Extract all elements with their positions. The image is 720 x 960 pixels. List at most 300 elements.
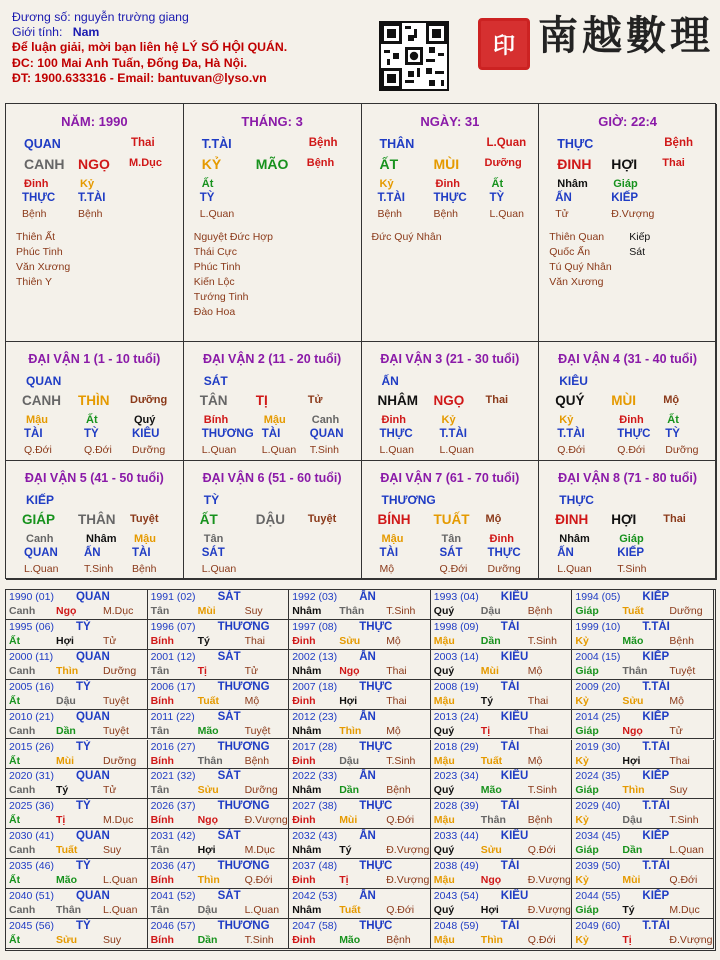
- pillar-cell: [539, 104, 717, 342]
- year-cell: [572, 889, 714, 919]
- year-label: 2020 (31): [9, 770, 54, 783]
- hidden-stem: Đinh: [381, 414, 406, 426]
- year-star: THƯƠNG: [217, 860, 270, 873]
- hidden-stem: Đinh: [435, 178, 460, 190]
- star-name: Phúc Tinh: [16, 246, 63, 258]
- year-cell: [431, 859, 573, 889]
- year-label: 2005 (16): [9, 680, 54, 693]
- phone-email: ĐT: 1900.633316 - Email: bantuvan@lyso.vn: [12, 70, 267, 85]
- year-growth: Bệnh: [386, 933, 411, 946]
- year-label: 2022 (33): [292, 770, 338, 783]
- star-name: Văn Xương: [16, 261, 71, 273]
- pillar-star: T.TÀI: [201, 137, 232, 151]
- luck-stem: BÍNH: [377, 512, 411, 527]
- pillar-grid: [5, 103, 716, 579]
- year-branch: Sửu: [339, 634, 361, 647]
- year-label: 2009 (20): [575, 680, 621, 693]
- year-growth: L.Quan: [669, 844, 704, 857]
- year-label: 2016 (27): [150, 740, 196, 753]
- luck-branch: TUẤT: [433, 512, 470, 527]
- year-branch: Thân: [197, 754, 223, 767]
- year-growth: Bệnh: [527, 814, 553, 827]
- year-stem: Giáp: [575, 724, 599, 737]
- year-growth: L.Quan: [103, 874, 138, 887]
- hidden-star: TÀI: [261, 428, 281, 440]
- hidden-stem: Tân: [203, 533, 224, 545]
- year-cell: [572, 829, 714, 859]
- year-growth: Mộ: [386, 634, 401, 647]
- year-star: KIẾP: [642, 830, 670, 843]
- red-seal: 印: [478, 18, 530, 70]
- year-branch: Mão: [339, 933, 361, 946]
- year-cell: [431, 710, 573, 740]
- year-stem: Quý: [433, 904, 455, 916]
- year-branch: Tị: [56, 814, 66, 827]
- year-cell: [6, 710, 148, 740]
- year-star: ẤN: [359, 591, 376, 603]
- luck-stem: GIÁP: [22, 512, 56, 527]
- year-table: [5, 589, 716, 951]
- year-growth: Tử: [244, 664, 259, 677]
- year-growth: Tử: [669, 724, 683, 737]
- year-growth: Dưỡng: [103, 664, 137, 677]
- year-branch: Hợi: [197, 844, 216, 857]
- year-stem: Kỷ: [575, 694, 589, 707]
- year-label: 2004 (15): [575, 650, 621, 663]
- year-cell: [148, 680, 290, 710]
- year-stem: Ất: [9, 874, 21, 887]
- luck-stem: CANH: [22, 393, 61, 408]
- year-label: 2025 (36): [9, 800, 54, 813]
- year-cell: [572, 740, 714, 770]
- hidden-star: THỰC: [617, 428, 651, 440]
- year-cell: [148, 620, 290, 650]
- year-branch: Hợi: [56, 634, 74, 647]
- year-cell: [431, 590, 573, 620]
- luck-cell: [362, 461, 540, 580]
- year-star: THƯƠNG: [217, 620, 270, 633]
- year-stem: Canh: [9, 724, 36, 737]
- pillar-phase: Bệnh: [308, 137, 338, 149]
- luck-growth: Mộ: [485, 513, 502, 525]
- year-label: 2031 (42): [150, 830, 196, 843]
- year-growth: Đ.Vượng: [527, 874, 571, 887]
- year-branch: Dần: [480, 634, 501, 647]
- year-cell: [572, 620, 714, 650]
- hidden-stem: Mậu: [26, 414, 48, 426]
- hidden-star: TÀI: [24, 428, 43, 440]
- year-cell: [148, 799, 290, 829]
- year-growth: T.Sinh: [244, 933, 274, 946]
- star-name: Quốc Ấn: [549, 246, 591, 258]
- year-cell: [289, 650, 431, 680]
- year-stem: Giáp: [575, 664, 599, 677]
- hidden-star: TÀI: [132, 547, 151, 559]
- year-label: 2028 (39): [433, 800, 479, 813]
- year-cell: [431, 740, 573, 770]
- year-cell: [6, 650, 148, 680]
- year-branch: Tị: [480, 724, 491, 737]
- year-star: T.TÀI: [642, 919, 670, 932]
- year-stem: Bính: [150, 634, 174, 647]
- pillar-phase: Bệnh: [664, 137, 693, 149]
- year-growth: Đ.Vượng: [527, 904, 571, 916]
- luck-star: TỲ: [203, 493, 220, 507]
- year-label: 2002 (13): [292, 650, 338, 663]
- year-label: 2033 (44): [433, 830, 479, 843]
- year-stem: Bính: [150, 694, 174, 707]
- year-branch: Sửu: [622, 694, 644, 707]
- year-cell: [431, 620, 573, 650]
- year-cell: [148, 710, 290, 740]
- hidden-phase: Q.Đới: [557, 444, 586, 456]
- year-star: KIẾP: [642, 650, 670, 663]
- hidden-star: THỰC: [487, 547, 521, 559]
- star-list: [16, 230, 70, 290]
- year-cell: [289, 710, 431, 740]
- year-growth: T.Sinh: [386, 754, 416, 767]
- year-branch: Thân: [339, 605, 365, 617]
- year-star: T.TÀI: [642, 800, 670, 813]
- luck-title: ĐẠI VẬN 6 (51 - 60 tuổi): [202, 471, 342, 485]
- star-name: Kiếp Sát: [629, 231, 651, 258]
- year-label: 2030 (41): [9, 830, 54, 843]
- year-branch: Ngọ: [197, 814, 219, 827]
- hidden-stem: Kỷ: [441, 414, 456, 426]
- year-cell: [431, 769, 573, 799]
- year-stem: Tân: [150, 904, 170, 916]
- hidden-phase: Bệnh: [132, 563, 157, 575]
- year-growth: Thai: [669, 754, 690, 767]
- year-label: 2001 (12): [150, 650, 196, 663]
- pillar-star: QUAN: [24, 137, 61, 151]
- luck-growth: Mộ: [663, 394, 680, 406]
- hidden-stem: Bính: [203, 414, 229, 426]
- hidden-phase: Mộ: [379, 563, 395, 575]
- hidden-star: ẤN: [555, 192, 572, 204]
- year-growth: Q.Đới: [386, 904, 415, 916]
- year-branch: Thìn: [56, 664, 79, 677]
- year-stem: Quý: [433, 664, 455, 677]
- luck-stem: NHÂM: [377, 393, 418, 408]
- year-cell: [289, 889, 431, 919]
- year-branch: Hợi: [480, 904, 499, 916]
- year-branch: Tý: [197, 634, 210, 647]
- year-cell: [6, 919, 148, 949]
- year-growth: Tuyệt: [244, 724, 271, 737]
- hidden-phase: L.Quan: [261, 444, 297, 456]
- pillar-branch: HỢI: [611, 156, 638, 172]
- luck-star: THỰC: [559, 493, 594, 507]
- year-branch: Tị: [622, 933, 632, 946]
- year-branch: Thìn: [480, 933, 503, 946]
- year-star: ẤN: [359, 830, 376, 843]
- year-label: 2019 (30): [575, 740, 621, 753]
- year-stem: Kỷ: [575, 634, 589, 647]
- luck-cell: [184, 461, 362, 580]
- luck-growth: Thai: [663, 513, 686, 525]
- pillar-star: THÂN: [379, 137, 415, 151]
- year-growth: Thai: [527, 694, 549, 707]
- pillar-title: THÁNG: 3: [241, 114, 303, 129]
- hidden-phase: L.Quan: [489, 208, 524, 220]
- year-growth: Tuyệt: [669, 664, 696, 677]
- year-label: 2023 (34): [433, 770, 479, 783]
- year-stem: Đinh: [292, 874, 316, 887]
- year-growth: T.Sinh: [669, 814, 699, 827]
- year-branch: Mùi: [622, 874, 641, 887]
- hidden-stem: Mậu: [381, 533, 404, 545]
- year-label: 2012 (23): [292, 710, 338, 723]
- year-stem: Giáp: [575, 784, 599, 797]
- year-star: QUAN: [76, 770, 110, 783]
- luck-star: KIẾP: [26, 493, 55, 507]
- year-cell: [6, 769, 148, 799]
- year-label: 2048 (59): [433, 919, 479, 932]
- year-label: 2003 (14): [433, 650, 479, 663]
- year-stem: Bính: [150, 933, 174, 946]
- year-cell: [431, 799, 573, 829]
- year-stem: Tân: [150, 605, 170, 617]
- hidden-star: T.TÀI: [377, 192, 405, 204]
- year-cell: [148, 590, 290, 620]
- year-cell: [148, 829, 290, 859]
- year-cell: [572, 710, 714, 740]
- year-growth: Đ.Vượng: [244, 814, 288, 827]
- hidden-star: TỲ: [199, 192, 215, 204]
- luck-star: SÁT: [203, 374, 228, 388]
- year-label: 1993 (04): [433, 591, 479, 603]
- hidden-star: TỲ: [489, 192, 505, 204]
- luck-stem: QUÝ: [555, 393, 585, 408]
- hidden-star: TỲ: [665, 428, 680, 440]
- luck-title: ĐẠI VẬN 2 (11 - 20 tuổi): [203, 352, 342, 366]
- year-star: KIẾP: [642, 591, 670, 603]
- year-label: 2011 (22): [150, 710, 195, 723]
- year-star: QUAN: [76, 650, 110, 663]
- hidden-phase: L.Quan: [201, 444, 237, 456]
- star-name: Tướng Tinh: [193, 291, 249, 303]
- year-branch: Tuất: [622, 605, 644, 617]
- year-growth: Suy: [103, 933, 122, 946]
- year-cell: [148, 889, 290, 919]
- luck-branch: HỢI: [611, 512, 637, 527]
- year-cell: [289, 919, 431, 949]
- owner-info: [12, 10, 372, 86]
- year-star: THỰC: [359, 860, 393, 873]
- star-name: Thiên Y: [16, 276, 52, 288]
- luck-cell: [539, 461, 717, 580]
- year-cell: [431, 829, 573, 859]
- year-branch: Ngọ: [622, 724, 643, 737]
- year-star: ẤN: [359, 770, 376, 783]
- pillar-phase: Thai: [131, 137, 155, 149]
- hidden-phase: Q.Đới: [84, 444, 112, 456]
- year-growth: Mộ: [527, 664, 543, 677]
- hidden-star: KIẾP: [611, 192, 639, 204]
- year-star: TÀI: [500, 740, 520, 753]
- year-branch: Mão: [480, 784, 502, 797]
- hidden-phase: Đ.Vượng: [611, 208, 655, 220]
- year-growth: Bệnh: [386, 784, 411, 797]
- year-label: 2045 (56): [9, 919, 54, 932]
- year-growth: Q.Đới: [386, 814, 415, 827]
- hidden-stem: Ất: [201, 178, 214, 190]
- year-cell: [6, 889, 148, 919]
- year-growth: Đ.Vượng: [669, 933, 713, 946]
- luck-star: THƯƠNG: [381, 493, 436, 507]
- year-star: TỲ: [76, 860, 91, 873]
- year-stem: Nhâm: [292, 605, 322, 617]
- year-growth: Suy: [244, 605, 263, 617]
- year-star: SÁT: [217, 770, 241, 783]
- year-growth: Mộ: [386, 724, 401, 737]
- year-star: TÀI: [500, 680, 520, 693]
- year-star: THỰC: [359, 620, 393, 633]
- year-star: TÀI: [500, 919, 520, 932]
- year-stem: Đinh: [292, 933, 316, 946]
- year-star: QUAN: [76, 591, 110, 603]
- year-star: KIÊU: [500, 650, 529, 663]
- year-stem: Nhâm: [292, 904, 322, 916]
- hidden-phase: Bệnh: [433, 208, 459, 220]
- hidden-star: QUAN: [309, 428, 344, 440]
- year-label: 1998 (09): [433, 620, 479, 633]
- year-star: KIẾP: [642, 770, 670, 783]
- hidden-stem: Tân: [441, 533, 462, 545]
- year-cell: [289, 799, 431, 829]
- pillar-star: THỰC: [557, 137, 594, 151]
- luck-stem: ĐINH: [555, 512, 589, 527]
- star-name: Nguyệt Đức Hợp: [193, 231, 274, 243]
- hidden-star: T.TÀI: [439, 428, 467, 440]
- year-star: QUAN: [76, 890, 110, 902]
- year-branch: Tý: [56, 784, 69, 797]
- year-stem: Đinh: [292, 754, 316, 767]
- hidden-star: SÁT: [201, 547, 225, 559]
- year-branch: Thìn: [622, 784, 645, 797]
- hidden-star: THỰC: [22, 192, 56, 204]
- year-star: SÁT: [217, 591, 241, 603]
- year-stem: Mậu: [433, 874, 455, 887]
- luck-stem: ẤT: [199, 512, 218, 527]
- year-branch: Tị: [197, 664, 207, 677]
- pillar-branch: NGỌ: [78, 156, 110, 172]
- year-label: 2037 (48): [292, 860, 338, 873]
- year-branch: Ngọ: [339, 664, 360, 677]
- year-cell: [6, 829, 148, 859]
- year-star: THỰC: [359, 680, 393, 693]
- year-star: TỲ: [76, 620, 91, 633]
- year-label: 2043 (54): [433, 890, 479, 902]
- year-growth: Bệnh: [527, 605, 553, 617]
- year-label: 2000 (11): [9, 650, 54, 663]
- pillar-branch: MÃO: [255, 156, 289, 172]
- year-growth: Thai: [244, 634, 266, 647]
- hidden-stem: Quý: [134, 414, 156, 426]
- luck-branch: THÂN: [78, 512, 116, 527]
- star-name: Thái Cực: [193, 246, 237, 258]
- hidden-star: T.TÀI: [557, 428, 585, 440]
- year-cell: [6, 590, 148, 620]
- pillar-stem: ẤT: [379, 156, 399, 172]
- pillar-stem: CANH: [24, 156, 65, 172]
- hidden-stem: Giáp: [619, 533, 644, 545]
- year-label: 2006 (17): [150, 680, 196, 693]
- year-growth: Suy: [669, 784, 688, 797]
- hidden-phase: Bệnh: [22, 208, 47, 220]
- star-name: Đào Hoa: [193, 306, 236, 318]
- year-growth: Thai: [527, 724, 549, 737]
- year-label: 1995 (06): [9, 620, 54, 633]
- year-branch: Sửu: [197, 784, 219, 797]
- luck-branch: DẬU: [255, 512, 285, 527]
- luck-title: ĐẠI VẬN 4 (31 - 40 tuổi): [558, 352, 698, 366]
- year-cell: [148, 740, 290, 770]
- year-branch: Tý: [480, 694, 494, 707]
- contact-note: Để luận giải, mời bạn liên hệ LÝ SỐ HỘI QUÁN.: [12, 40, 288, 55]
- year-label: 2027 (38): [292, 800, 338, 813]
- luck-cell: [362, 342, 540, 461]
- year-growth: Suy: [103, 844, 122, 857]
- year-star: THƯƠNG: [217, 740, 270, 753]
- year-branch: Dần: [339, 784, 360, 797]
- year-stem: Canh: [9, 605, 36, 617]
- year-branch: Tý: [622, 904, 635, 916]
- star-name: Văn Xương: [549, 276, 604, 288]
- hidden-stem: Đinh: [24, 178, 49, 190]
- year-star: THỰC: [359, 800, 393, 813]
- year-star: TÀI: [500, 620, 520, 633]
- year-branch: Tý: [339, 844, 352, 857]
- year-cell: [431, 919, 573, 949]
- pillar-branch: MÙI: [433, 156, 460, 172]
- year-growth: Mộ: [527, 754, 543, 767]
- hidden-stem: Mậu: [134, 533, 156, 545]
- pillar-cell: [362, 104, 540, 342]
- year-stem: Đinh: [292, 694, 316, 707]
- hidden-stem: Đinh: [489, 533, 514, 545]
- hidden-stem: Giáp: [613, 178, 638, 190]
- year-star: THỰC: [359, 919, 393, 932]
- year-branch: Thìn: [339, 724, 362, 737]
- year-stem: Nhâm: [292, 724, 322, 737]
- pillar-growth: Bệnh: [306, 157, 335, 169]
- year-growth: T.Sinh: [527, 784, 557, 797]
- hidden-stem: Canh: [26, 533, 54, 545]
- pillar-stem: ĐINH: [557, 156, 592, 172]
- year-label: 2007 (18): [292, 680, 338, 693]
- year-label: 2010 (21): [9, 710, 54, 723]
- pillar-title: NĂM: 1990: [61, 114, 128, 129]
- year-growth: M.Dục: [669, 904, 700, 916]
- hidden-stem: Nhâm: [86, 533, 117, 545]
- hidden-phase: Dưỡng: [487, 563, 521, 575]
- year-growth: L.Quan: [244, 904, 280, 916]
- hidden-star: SÁT: [439, 547, 463, 559]
- year-cell: [572, 650, 714, 680]
- year-growth: T.Sinh: [386, 605, 416, 617]
- luck-branch: NGỌ: [433, 393, 465, 408]
- year-branch: Ngọ: [56, 605, 77, 617]
- year-label: 2047 (58): [292, 919, 338, 932]
- year-stem: Tân: [150, 844, 170, 857]
- year-star: TÀI: [500, 860, 520, 873]
- year-stem: Quý: [433, 844, 455, 857]
- luck-growth: Tử: [307, 394, 323, 406]
- year-star: KIÊU: [500, 890, 529, 902]
- year-star: THƯƠNG: [217, 680, 270, 693]
